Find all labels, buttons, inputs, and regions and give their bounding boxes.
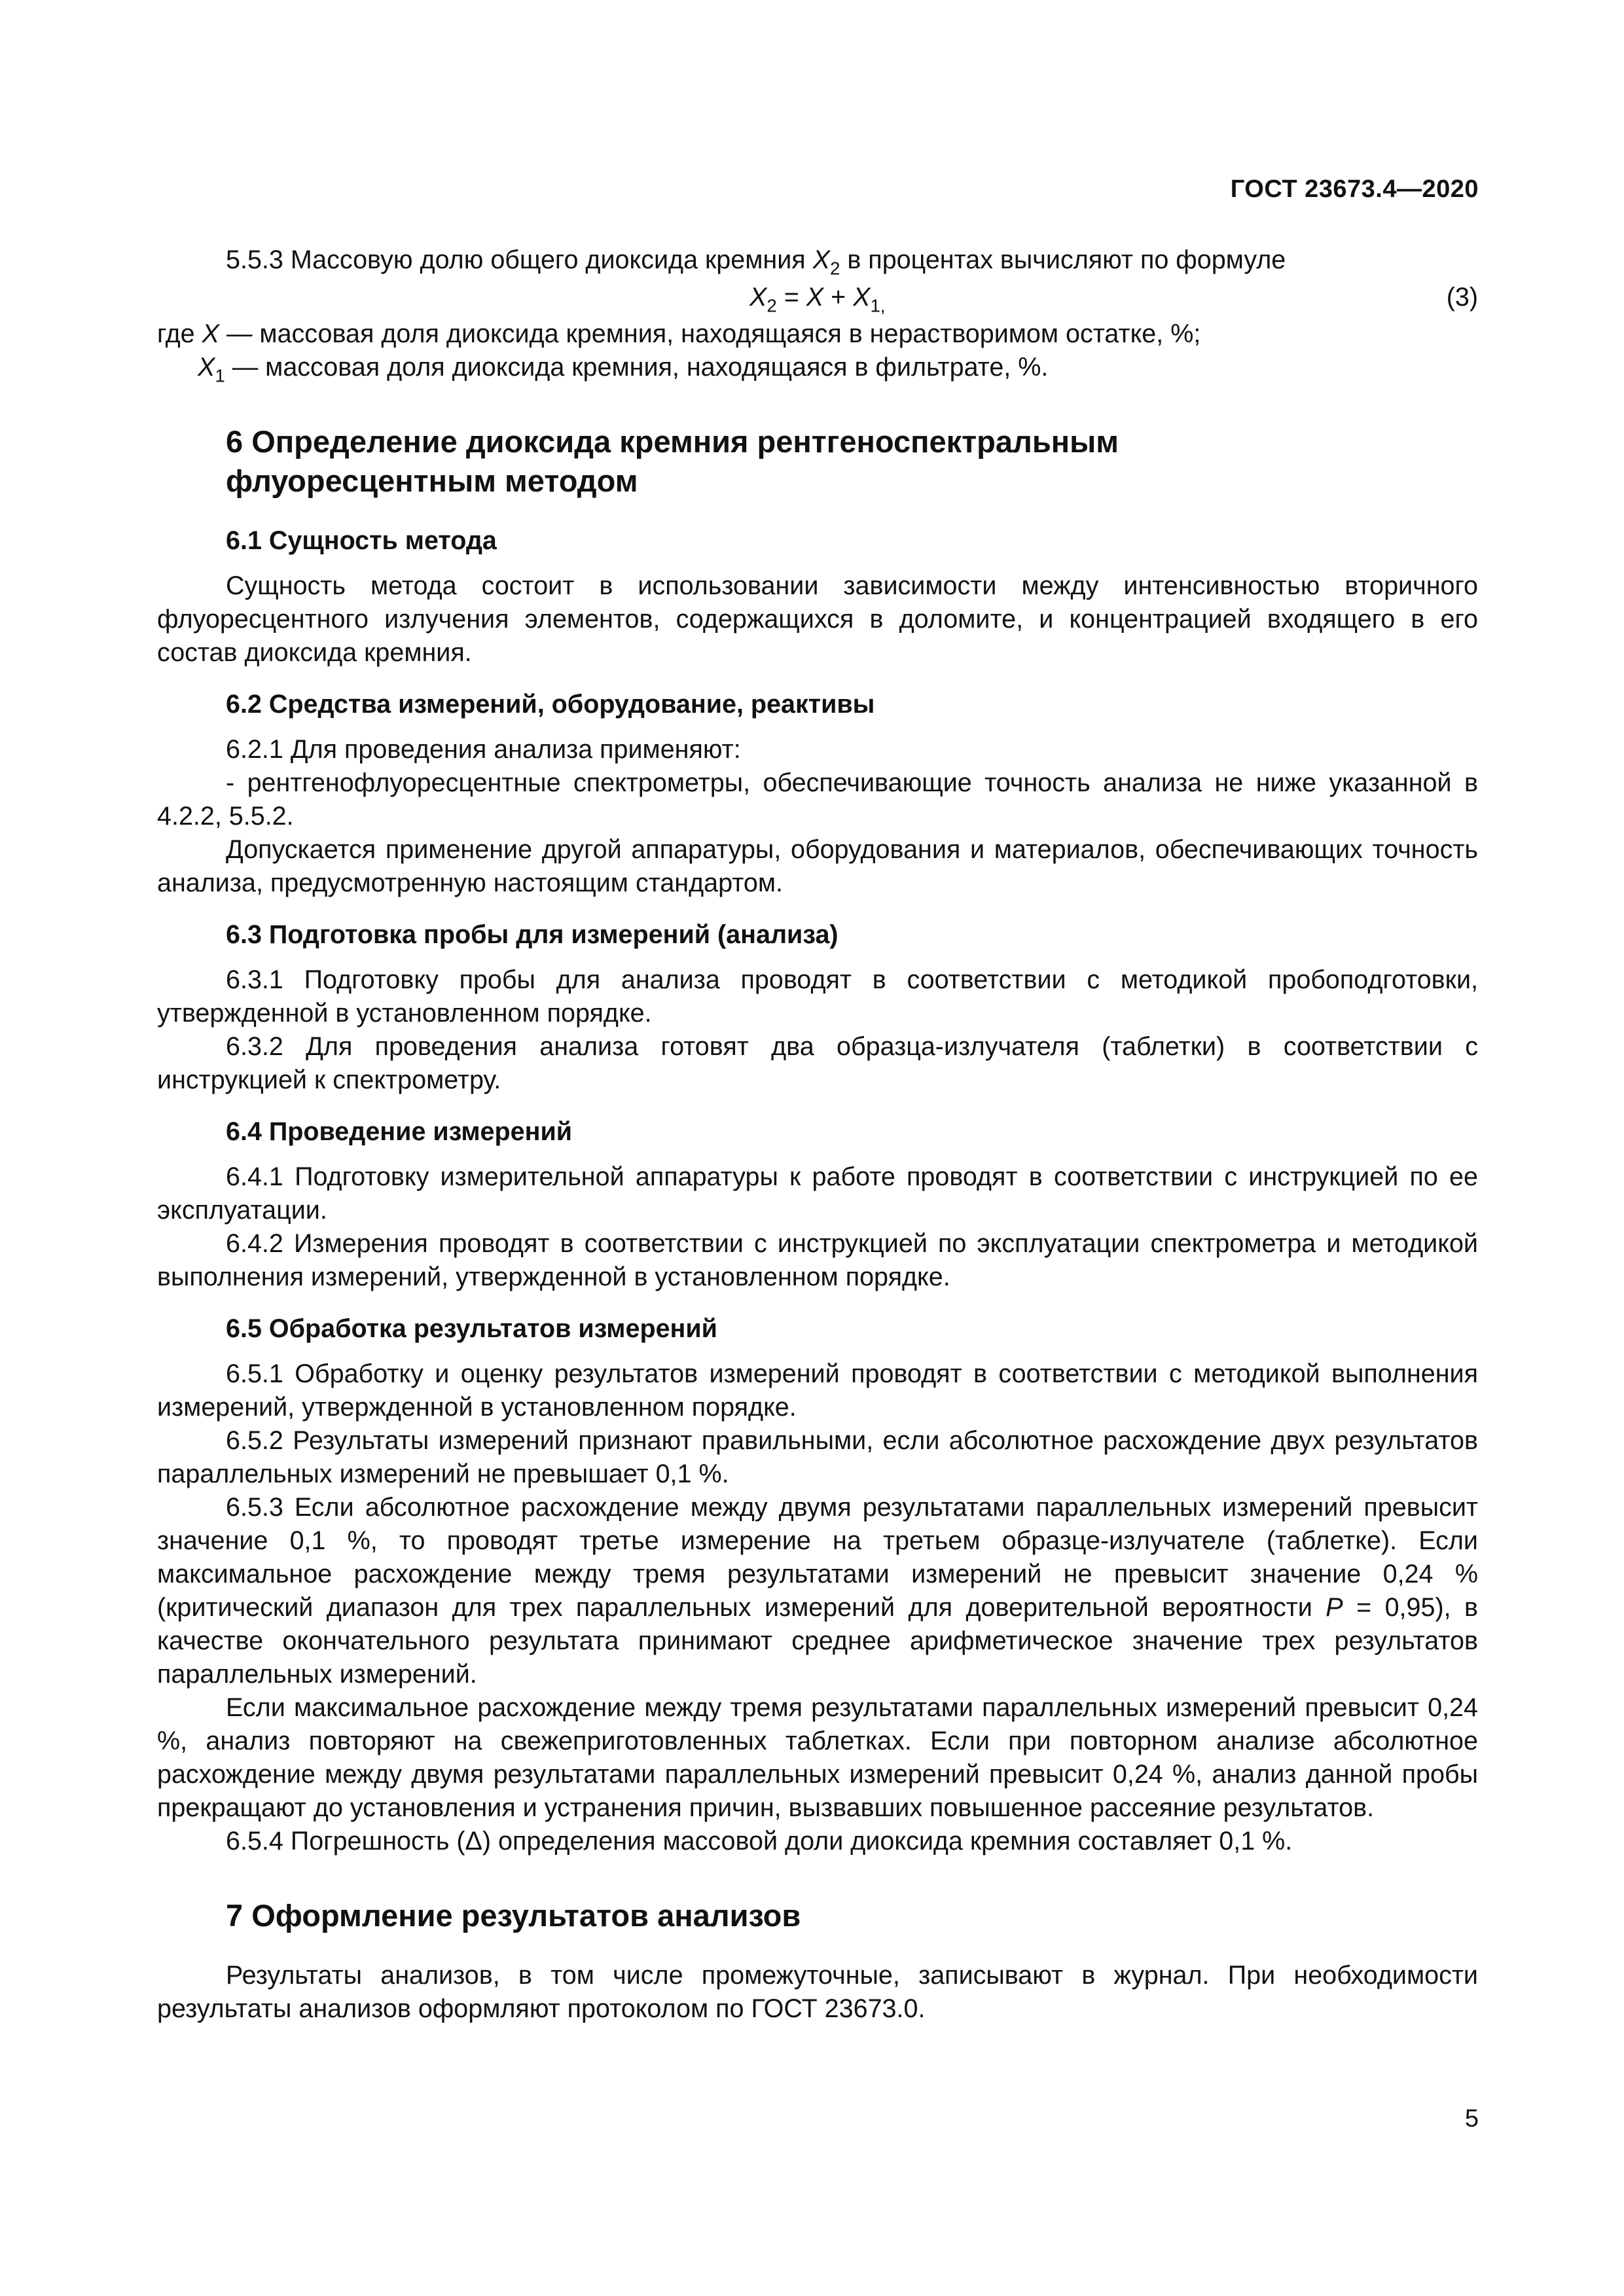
clause-6-5-2: 6.5.2 Результаты измерений признают правильными, если абсолютное расхождение двух результатов параллельных измерений не превышает 0,1 %. xyxy=(157,1426,1478,1488)
section-6-3-heading: 6.3 Подготовка пробы для измерений (анализа) xyxy=(226,920,839,949)
clause-6-2-1: 6.2.1 Для проведения анализа применяют: xyxy=(226,735,741,764)
section-6-2-heading: 6.2 Средства измерений, оборудование, реактивы xyxy=(226,690,875,719)
clause-5-5-3 xyxy=(157,243,1478,277)
where-x-text: — массовая доля диоксида кремния, находящаяся в нерастворимом остатке, %; xyxy=(219,319,1201,348)
where-x1 xyxy=(157,351,1478,384)
section-6-5-heading: 6.5 Обработка результатов измерений xyxy=(226,1314,717,1343)
var-x-subscript: 2 xyxy=(830,258,840,279)
clause-6-3-1: 6.3.1 Подготовку пробы для анализа проводят в соответствии с методикой пробоподготовки, утвержденной в установленном порядке. xyxy=(157,965,1478,1028)
formula-expression xyxy=(749,281,886,314)
section-6-heading xyxy=(157,422,1478,501)
section-6-heading-line1: 6 Определение диоксида кремния рентгеноспектральным xyxy=(226,424,1119,459)
document-code: ГОСТ 23673.4—2020 xyxy=(1230,175,1479,203)
formula-3 xyxy=(157,278,1478,317)
where-x xyxy=(157,317,1478,351)
page-number: 5 xyxy=(1464,2105,1479,2132)
formula-x1-sub: 1, xyxy=(870,295,886,316)
formula-equals: = xyxy=(776,283,806,312)
clause-6-2-1-item: - рентгенофлуоресцентные спектрометры, обеспечивающие точность анализа не ниже указанной в 4.2.2, 5.5.2. xyxy=(157,768,1478,831)
formula-lhs: X xyxy=(749,283,767,312)
formula-x1: X xyxy=(853,283,871,312)
equation-number: (3) xyxy=(1446,283,1478,312)
section-7-heading: 7 Оформление результатов анализов xyxy=(226,1898,801,1933)
where-x1-text: — массовая доля диоксида кремния, находящаяся в фильтрате, %. xyxy=(225,353,1049,382)
var-x: X xyxy=(812,245,830,274)
clause-5-5-3-text-end: в процентах вычисляют по формуле xyxy=(840,245,1286,274)
section-6-1-text: Сущность метода состоит в использовании зависимости между интенсивностью вторичного флуоресцентного излучения элементов, содержащихся в доломите, и концентрацией входящего в его состав диоксида кремния. xyxy=(157,571,1478,667)
clause-6-5-1: 6.5.1 Обработку и оценку результатов измерений проводят в соответствии с методикой выполнения измерений, утвержденной в установленном порядке. xyxy=(157,1359,1478,1422)
section-6-1-heading: 6.1 Сущность метода xyxy=(226,526,497,555)
section-7-text: Результаты анализов, в том числе промежуточные, записывают в журнал. При необходимости результаты анализов оформляют протоколом по ГОСТ 23673.0. xyxy=(157,1961,1478,2023)
where-prefix: где xyxy=(157,319,202,348)
clause-5-5-3-text: 5.5.3 Массовую долю общего диоксида кремния xyxy=(226,245,813,274)
where-x1-var: X xyxy=(198,353,215,382)
section-6-4-heading: 6.4 Проведение измерений xyxy=(226,1117,573,1146)
formula-x: X xyxy=(806,283,824,312)
section-6-heading-line2: флуоресцентным методом xyxy=(226,463,638,498)
clause-6-5-3-var-p: P xyxy=(1326,1593,1343,1622)
formula-lhs-sub: 2 xyxy=(767,295,777,316)
formula-plus: + xyxy=(823,283,854,312)
clause-6-5-3 xyxy=(157,1491,1478,1691)
where-x1-sub: 1 xyxy=(215,365,225,386)
clause-6-5-4: 6.5.4 Погрешность (Δ) определения массовой доли диоксида кремния составляет 0,1 %. xyxy=(226,1827,1293,1856)
page-content xyxy=(157,243,1478,2026)
clause-6-5-3-text: 6.5.3 Если абсолютное расхождение между двумя результатами параллельных измерений превысит значение 0,1 %, то проводят третье измерение на третьем образце-излучателе (таблетке). Если максимальное расхождение между тремя результатами измерений не превысит значение 0,24 % (критический диапазон для трех параллельных измерений для доверительной вероятности xyxy=(157,1493,1478,1622)
clause-6-4-2: 6.4.2 Измерения проводят в соответствии с инструкцией по эксплуатации спектрометра и методикой выполнения измерений, утвержденной в установленном порядке. xyxy=(157,1229,1478,1291)
where-x-var: X xyxy=(202,319,219,348)
clause-6-3-2: 6.3.2 Для проведения анализа готовят два образца-излучателя (таблетки) в соответствии с инструкцией к спектрометру. xyxy=(157,1032,1478,1094)
clause-6-5-3-continued: Если максимальное расхождение между тремя результатами параллельных измерений превысит 0,24 %, анализ повторяют на свежеприготовленных таблетках. Если при повторном анализе абсолютное расхождение между двумя результатами параллельных измерений превысит 0,24 %, анализ данной пробы прекращают до установления и устранения причин, вызвавших повышенное рассеяние результатов. xyxy=(157,1693,1478,1822)
clause-6-4-1: 6.4.1 Подготовку измерительной аппаратуры к работе проводят в соответствии с инструкцией по ее эксплуатации. xyxy=(157,1162,1478,1225)
clause-6-5-3-text-end: = 0,95), в качестве окончательного результата принимают среднее арифметическое значение трех результатов параллельных измерений. xyxy=(157,1593,1478,1689)
clause-6-2-1-note: Допускается применение другой аппаратуры, оборудования и материалов, обеспечивающих точность анализа, предусмотренную настоящим стандартом. xyxy=(157,835,1478,897)
